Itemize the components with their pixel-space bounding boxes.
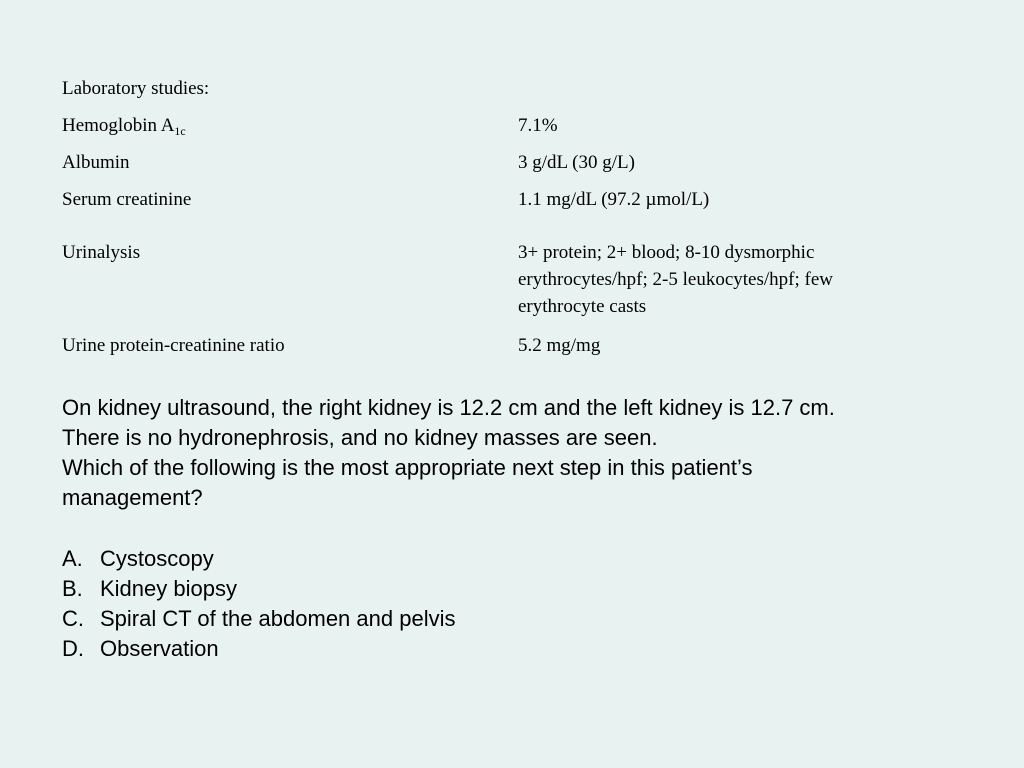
answer-option-a[interactable] (62, 544, 455, 574)
option-text: Kidney biopsy (100, 576, 237, 601)
lab-studies-heading: Laboratory studies: (62, 78, 210, 99)
lab-value-urine-protein-creatinine-ratio: 5.2 mg/mg (518, 335, 601, 356)
option-text: Cystoscopy (100, 546, 214, 571)
lab-value-urinalysis (518, 239, 938, 320)
lab-value-serum-creatinine: 1.1 mg/dL (97.2 µmol/L) (518, 189, 710, 210)
answer-option-b[interactable] (62, 574, 455, 604)
answer-option-c[interactable] (62, 604, 455, 634)
option-text: Observation (100, 636, 219, 661)
lab-label-hemoglobin-a1c (62, 112, 186, 139)
answer-option-d[interactable] (62, 634, 455, 664)
lab-value-albumin: 3 g/dL (30 g/L) (518, 152, 635, 173)
lab-label-text: Hemoglobin A (62, 115, 175, 136)
question-line: Which of the following is the most appropriate next step in this patient’s (62, 455, 753, 480)
answer-options (62, 544, 455, 664)
option-letter: C. (62, 606, 84, 631)
lab-value-line: 3+ protein; 2+ blood; 8-10 dysmorphic (518, 242, 815, 263)
question-line: management? (62, 485, 203, 510)
question-stem (62, 393, 1002, 513)
lab-label-albumin: Albumin (62, 152, 130, 173)
option-text: Spiral CT of the abdomen and pelvis (100, 606, 456, 631)
lab-value-line: erythrocyte casts (518, 296, 647, 317)
lab-value-hemoglobin-a1c: 7.1% (518, 115, 558, 136)
lab-label-urine-protein-creatinine-ratio: Urine protein-creatinine ratio (62, 335, 285, 356)
option-letter: A. (62, 546, 83, 571)
lab-label-serum-creatinine: Serum creatinine (62, 189, 192, 210)
lab-value-line: erythrocytes/hpf; 2-5 leukocytes/hpf; few (518, 269, 833, 290)
lab-label-subscript: 1c (174, 124, 186, 138)
ultrasound-findings-line: There is no hydronephrosis, and no kidney masses are seen. (62, 425, 658, 450)
ultrasound-findings-line: On kidney ultrasound, the right kidney is 12.2 cm and the left kidney is 12.7 cm. (62, 395, 835, 420)
option-letter: D. (62, 636, 84, 661)
lab-label-urinalysis: Urinalysis (62, 242, 141, 263)
option-letter: B. (62, 576, 83, 601)
